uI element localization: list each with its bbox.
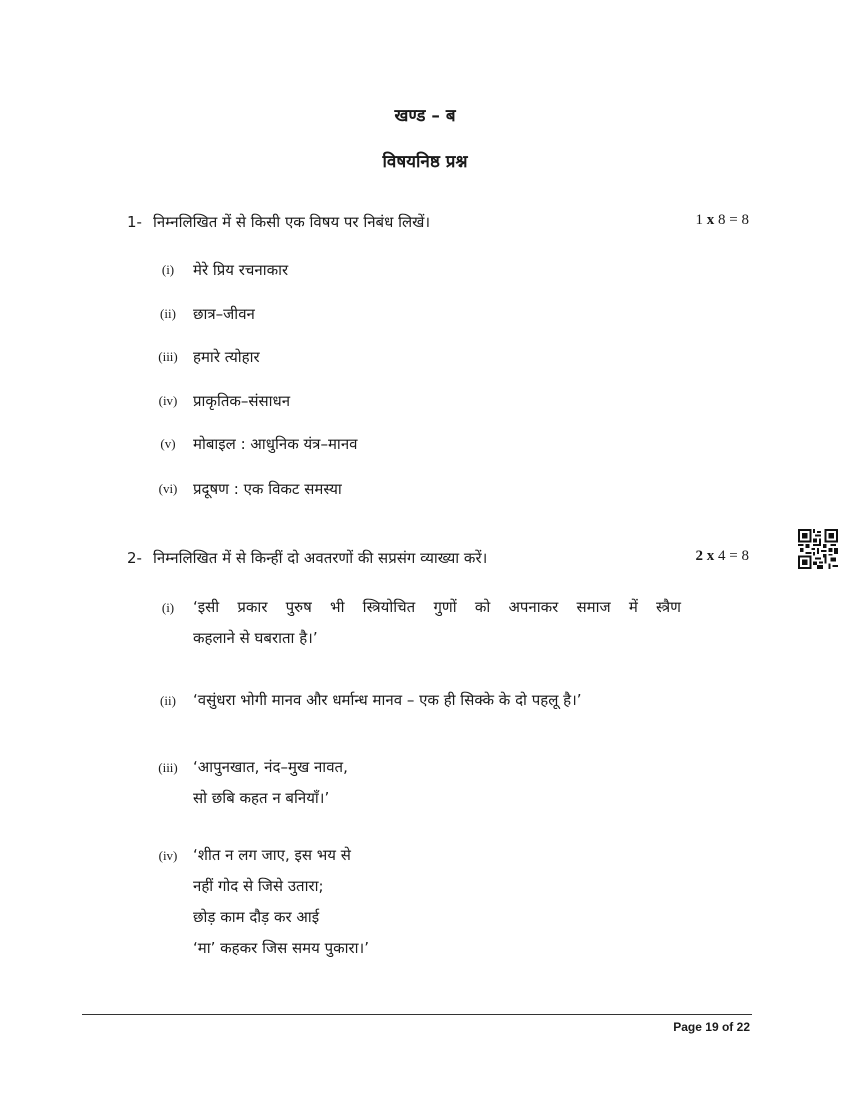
passage-line: ‘वसुंधरा भोगी मानव और धर्मान्ध मानव – एक ही सिक्के के दो पहलू है।’ bbox=[193, 691, 582, 709]
page-of: of bbox=[721, 1020, 734, 1034]
page-label: Page bbox=[673, 1020, 702, 1034]
footer-divider bbox=[82, 1014, 752, 1015]
question-2 bbox=[127, 548, 749, 568]
passage-line: ‘आपुनखात, नंद–मुख नावत, bbox=[193, 758, 348, 776]
section-heading: खण्ड – ब bbox=[394, 106, 456, 126]
passage-line: नहीं गोद से जिसे उतारा; bbox=[193, 877, 324, 895]
option-text: प्राकृतिक–संसाधन bbox=[193, 392, 291, 410]
marks-part: 2 bbox=[695, 548, 707, 564]
option-number: (iv) bbox=[158, 393, 178, 408]
passage-line: सो छबि कहत न बनियाँ।’ bbox=[193, 789, 330, 807]
option-number: (iii) bbox=[158, 349, 178, 364]
qr-code-icon bbox=[798, 529, 838, 569]
section-subheading: विषयनिष्ठ प्रश्न bbox=[382, 152, 468, 172]
passage-number: (iii) bbox=[158, 760, 178, 775]
option-text: छात्र–जीवन bbox=[193, 305, 255, 323]
option-text: मेरे प्रिय रचनाकार bbox=[193, 261, 289, 279]
question-2-marks bbox=[696, 548, 749, 565]
option-number: (ii) bbox=[160, 306, 176, 321]
passage-line: छोड़ काम दौड़ कर आई bbox=[193, 908, 320, 926]
marks-times: x bbox=[706, 548, 715, 564]
page-total: 22 bbox=[736, 1020, 750, 1034]
passage-number: (iv) bbox=[158, 848, 178, 863]
option-text: हमारे त्योहार bbox=[193, 348, 260, 366]
question-1-marks bbox=[696, 212, 749, 229]
passage-line: ‘मा’ कहकर जिस समय पुकारा।’ bbox=[193, 939, 369, 957]
option-text: मोबाइल : आधुनिक यंत्र–मानव bbox=[193, 435, 358, 453]
passage-line: ‘इसी प्रकार पुरुष भी स्त्रियोचित गुणों को अपनाकर समाज में स्त्रैण bbox=[193, 598, 681, 616]
marks-part: 4 = 8 bbox=[714, 548, 749, 564]
question-2-number: 2- bbox=[127, 549, 142, 567]
option-number: (v) bbox=[160, 436, 176, 451]
page-current: 19 bbox=[705, 1020, 719, 1034]
passage-number: (i) bbox=[161, 600, 175, 615]
question-1-number: 1- bbox=[127, 213, 142, 231]
question-1 bbox=[127, 212, 749, 232]
question-1-text: निम्नलिखित में से किसी एक विषय पर निबंध लिखें। bbox=[153, 213, 431, 231]
marks-times: x bbox=[706, 212, 715, 228]
page-number bbox=[673, 1020, 750, 1034]
option-number: (vi) bbox=[158, 481, 178, 496]
option-text: प्रदूषण : एक विकट समस्या bbox=[193, 480, 342, 498]
passage-number: (ii) bbox=[160, 693, 176, 708]
marks-part: 8 = 8 bbox=[714, 212, 749, 228]
passage-line: ‘शीत न लग जाए, इस भय से bbox=[193, 846, 351, 864]
marks-part: 1 bbox=[695, 212, 707, 228]
option-number: (i) bbox=[161, 262, 175, 277]
passage-line: कहलाने से घबराता है।’ bbox=[193, 629, 318, 647]
question-2-text: निम्नलिखित में से किन्हीं दो अवतरणों की सप्रसंग व्याख्या करें। bbox=[153, 549, 488, 567]
